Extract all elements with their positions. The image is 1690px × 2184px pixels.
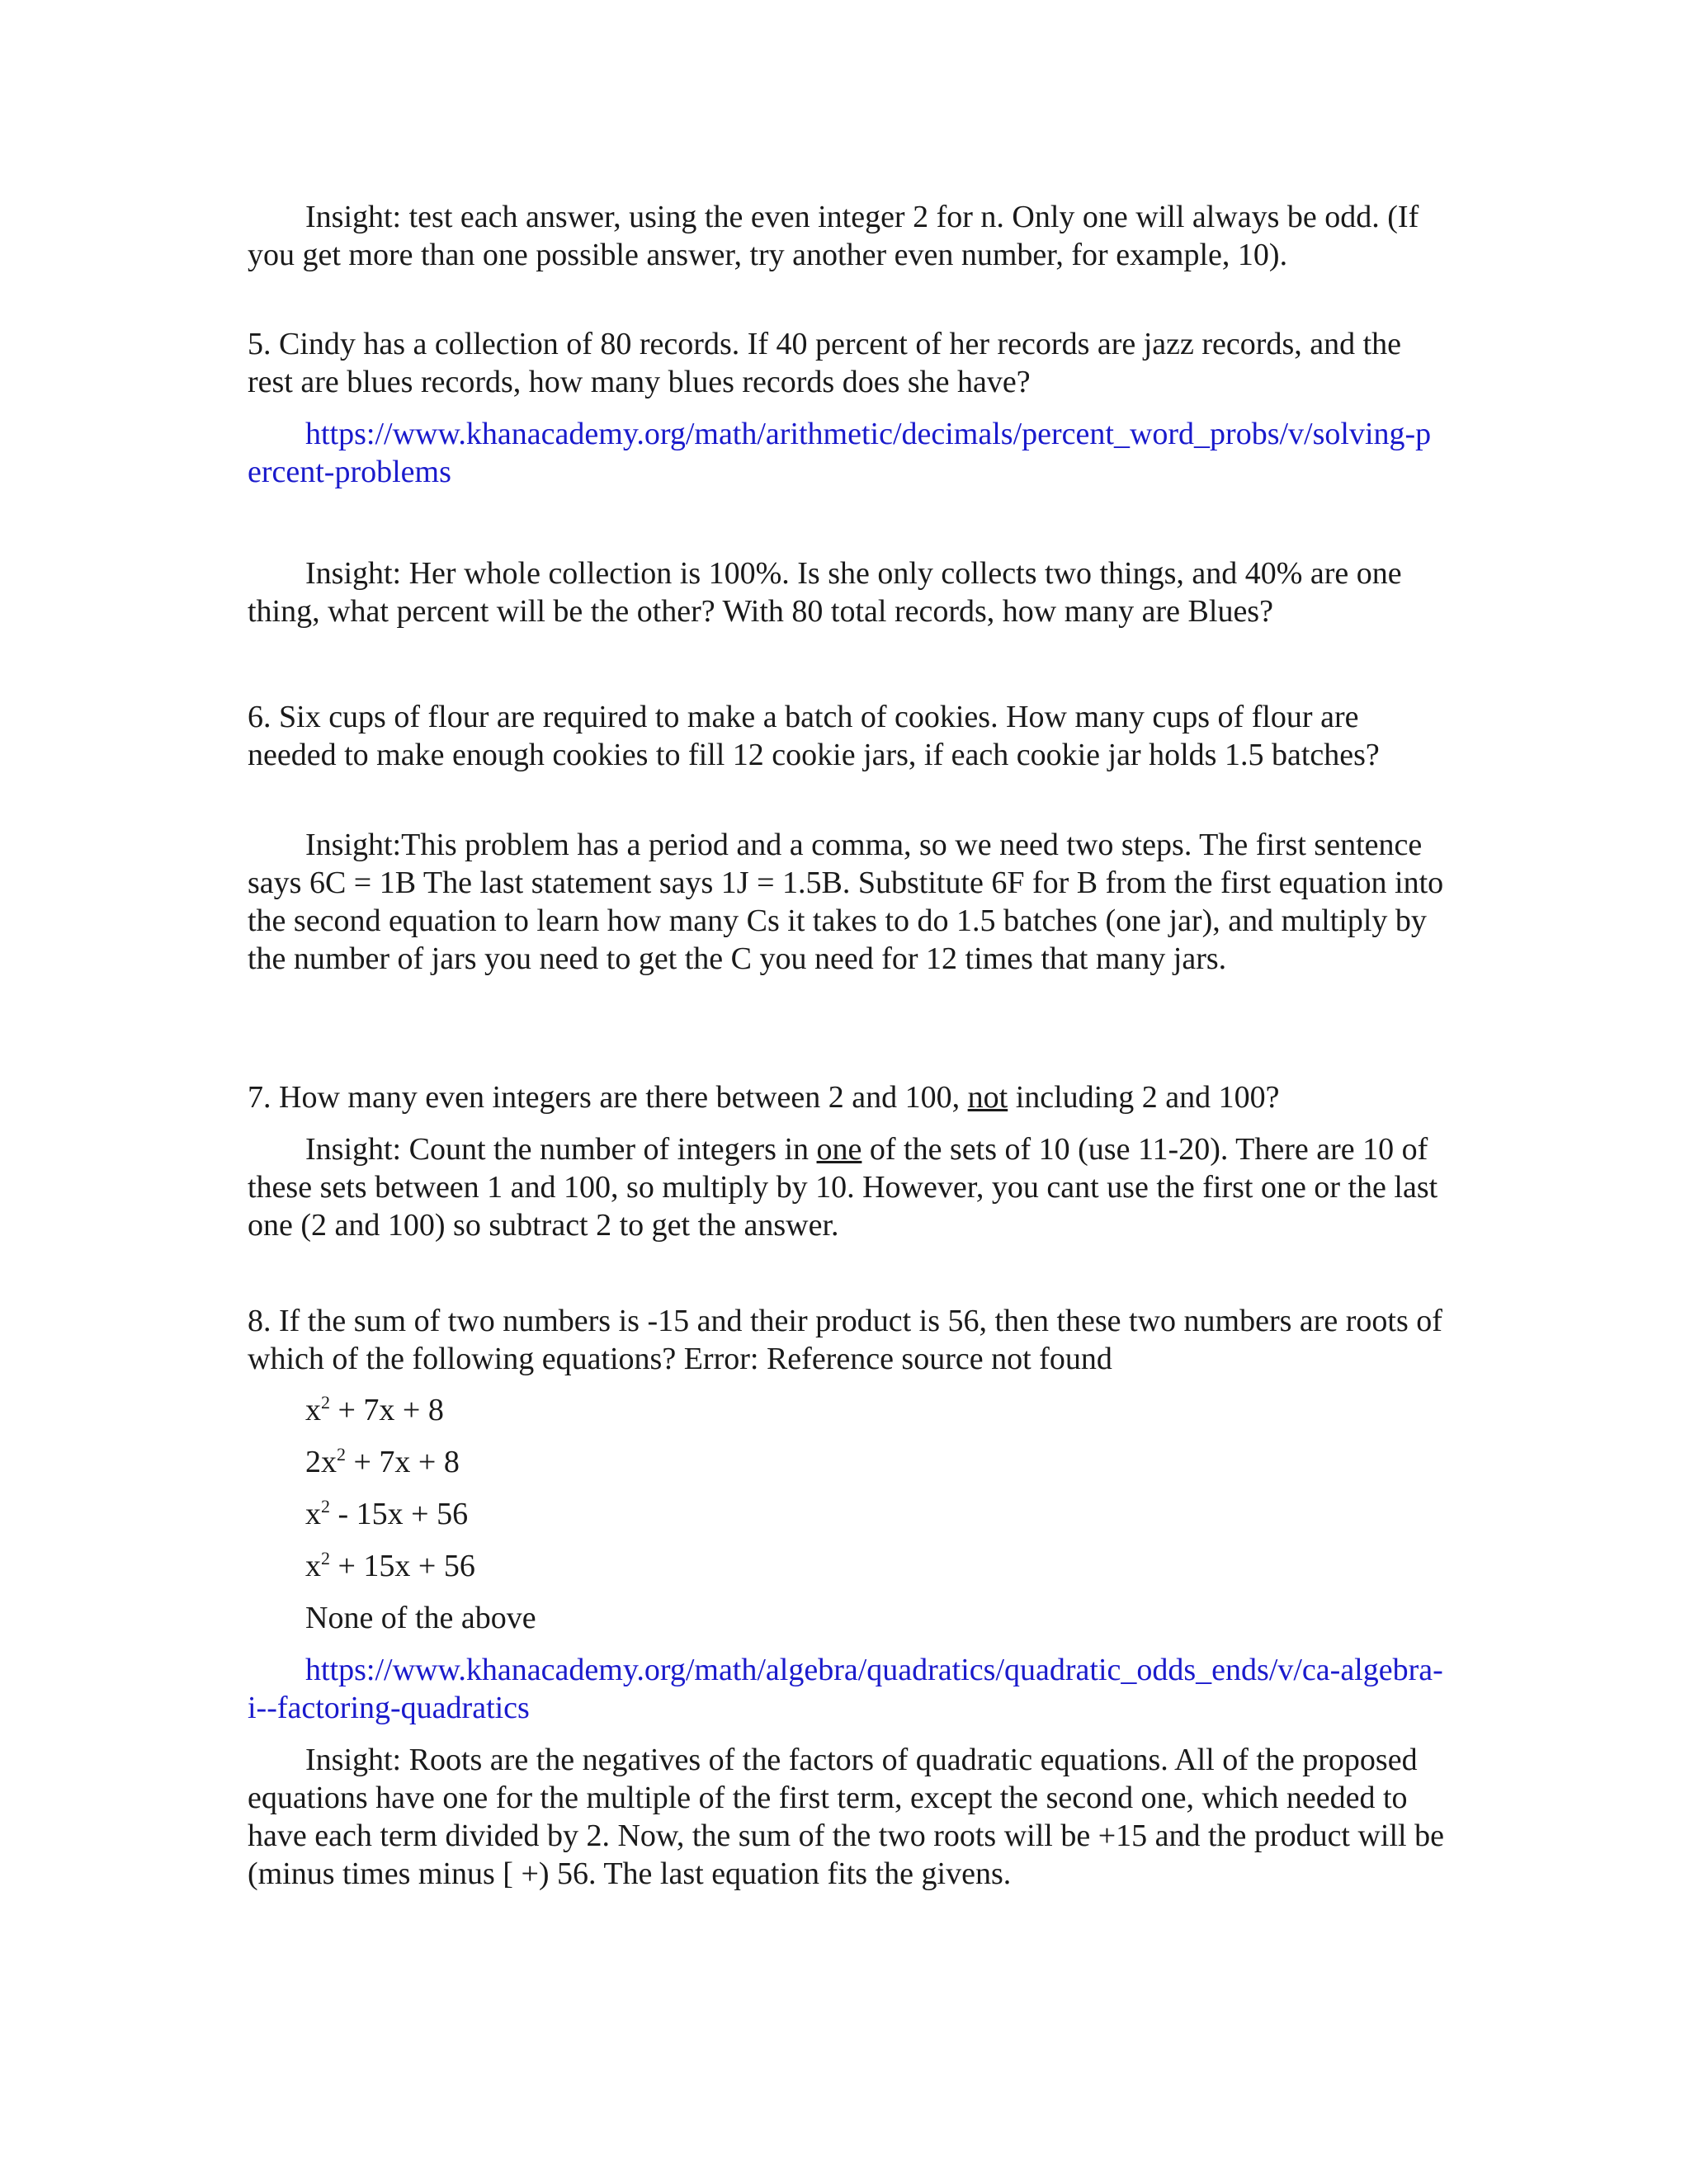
choice-2-base: 2x [305,1445,337,1479]
insight-q7-post: of the sets of 10 (use 11-20). There are 10 of these sets between 1 and 100, so multiply by 10. However, you cant use the first one or the last one (2 and 100) so subtract 2 to get the answer. [248,1132,1438,1243]
link-q8-paragraph [248,1651,1444,1727]
insight-q4: Insight: test each answer, using the even integer 2 for n. Only one will always be odd. (If you get more than one possible answer, try another even number, for example, 10). [248,200,1419,272]
choice-1-exponent: 2 [321,1392,330,1413]
insight-q8: Insight: Roots are the negatives of the factors of quadratic equations. All of the proposed equations have one for the multiple of the first term, except the second one, which needed to have each term divided by 2. Now, the sum of the two roots will be +15 and the product will be (minus times minus [ +) 56. The last equation fits the givens. [248,1743,1444,1891]
insight-q7-underlined-one: one [816,1132,862,1167]
khan-link-percent-problems[interactable]: https://www.khanacademy.org/math/arithmetic/decimals/percent_word_probs/v/solving-percent-problems [248,417,1432,489]
insight-q6: Insight:This problem has a period and a comma, so we need two steps. The first sentence says 6C = 1B The last statement says 1J = 1.5B. Substitute 6F for B from the first equation into the second equation to learn how many Cs it takes to do 1.5 batches (one jar), and multiply by the number of jars you need to get the C you need for 12 times that many jars. [248,828,1444,976]
answer-choice-2 [305,1443,1502,1481]
answer-choice-1 [305,1391,1502,1429]
choice-3-base: x [305,1497,321,1531]
answer-choice-5 [305,1599,1502,1637]
answer-choice-3 [305,1495,1502,1533]
insight-q7-pre: Insight: Count the number of integers in [305,1132,817,1167]
question-6: 6. Six cups of flour are required to make a batch of cookies. How many cups of flour are needed to make enough cookies to fill 12 cookie jars, if each cookie jar holds 1.5 batches? [248,700,1380,772]
choice-1-base: x [305,1393,321,1427]
insight-q7 [248,1130,1444,1244]
choice-2-exponent: 2 [337,1444,346,1465]
question-5: 5. Cindy has a collection of 80 records. If 40 percent of her records are jazz records, and the rest are blues records, how many blues records does she have? [248,327,1402,399]
q7-text-pre: 7. How many even integers are there between 2 and 100, [248,1080,968,1115]
choice-3-exponent: 2 [321,1496,330,1517]
q7-text-post: including 2 and 100? [1008,1080,1280,1115]
question-7 [248,1078,1444,1116]
q7-underlined-not: not [967,1080,1008,1115]
choice-4-rest: + 15x + 56 [330,1549,475,1583]
answer-choice-4 [305,1547,1502,1585]
link-q5-paragraph [248,415,1444,491]
choice-3-rest: - 15x + 56 [330,1497,469,1531]
choice-4-base: x [305,1549,321,1583]
choice-1-rest: + 7x + 8 [330,1393,444,1427]
khan-link-factoring-quadratics[interactable]: https://www.khanacademy.org/math/algebra/quadratics/quadratic_odds_ends/v/ca-algebra-i--factoring-quadratics [248,1653,1443,1725]
choice-2-rest: + 7x + 8 [346,1445,460,1479]
choice-4-exponent: 2 [321,1548,330,1568]
question-8: 8. If the sum of two numbers is -15 and their product is 56, then these two numbers are roots of which of the following equations? Error: Reference source not found [248,1304,1442,1376]
insight-q5: Insight: Her whole collection is 100%. Is she only collects two things, and 40% are one thing, what percent will be the other? With 80 total records, how many are Blues? [248,556,1402,629]
choice-5-text: None of the above [305,1601,536,1635]
